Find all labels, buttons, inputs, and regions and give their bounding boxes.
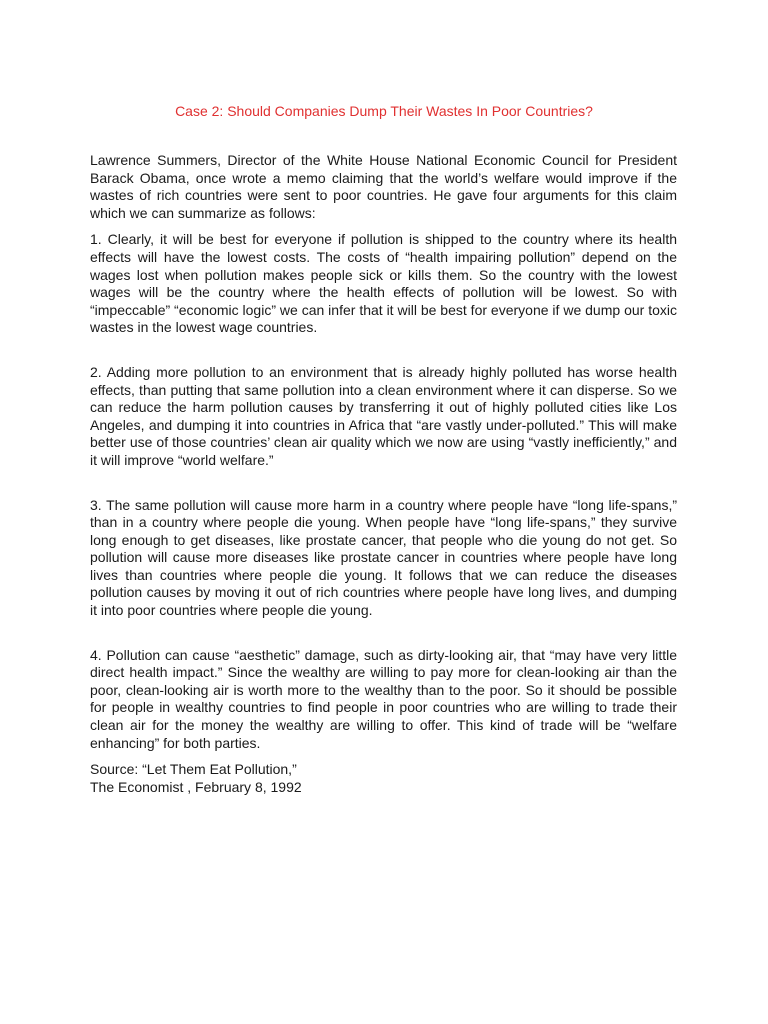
document-body: [90, 152, 677, 796]
paragraph-spacer: [90, 337, 677, 364]
source-line-2: The Economist , February 8, 1992: [90, 778, 302, 795]
paragraph-spacer: [90, 752, 677, 761]
argument-paragraph-2: 2. Adding more pollution to an environment that is already highly polluted has worse health effects, than putting that same pollution into a clean environment where it can disperse. So we can reduce the harm pollution causes by transferring it out of highly polluted cities like Los Angeles, and dumping it into countries in Africa that “are vastly under-polluted.” This will make better use of those countries’ clean air quality which we now are using “vastly inefficiently,” and it will improve “world welfare.”: [90, 363, 677, 468]
source-line-1: Source: “Let Them Eat Pollution,”: [90, 761, 297, 778]
argument-paragraph-3: 3. The same pollution will cause more harm in a country where people have “long life-spans,” than in a country where people die young. When people have “long life-spans,” they survive long enough to get diseases, like prostate cancer, that people who die young do not get. So pollution will cause more diseases like prostate cancer in countries where people have long lives than countries where people die young. It follows that we can reduce the diseases pollution causes by moving it out of rich countries where people have long lives, and dumping it into poor countries where people die young.: [90, 496, 677, 619]
argument-paragraph-1: 1. Clearly, it will be best for everyone if pollution is shipped to the country where its health effects will have the lowest costs. The costs of “health impairing pollution” depend on the wages lost when pollution makes people sick or kills them. So the country with the lowest wages will be the country where the health effects of pollution will be lowest. So with “impeccable” “economic logic” we can infer that it will be best for everyone if we dump our toxic wastes in the lowest wage countries.: [90, 231, 677, 336]
paragraph-spacer: [90, 620, 677, 647]
source-citation: [90, 761, 677, 796]
intro-paragraph: Lawrence Summers, Director of the White House National Economic Council for President Barack Obama, once wrote a memo claiming that the world’s welfare would improve if the wastes of rich countries were sent to poor countries. He gave four arguments for this claim which we can summarize as follows:: [90, 152, 677, 221]
paragraph-spacer: [90, 222, 677, 231]
argument-paragraph-4: 4. Pollution can cause “aesthetic” damage, such as dirty-looking air, that “may have very little direct health impact.” Since the wealthy are willing to pay more for clean-looking air than the poor, clean-looking air is worth more to the wealthy than to the poor. So it should be possible for people in wealthy countries to find people in poor countries who are willing to trade their clean air for the money the wealthy are willing to offer. This kind of trade will be “welfare enhancing” for both parties.: [90, 646, 677, 751]
document-title: Case 2: Should Companies Dump Their Wastes In Poor Countries?: [175, 103, 593, 119]
paragraph-spacer: [90, 470, 677, 497]
